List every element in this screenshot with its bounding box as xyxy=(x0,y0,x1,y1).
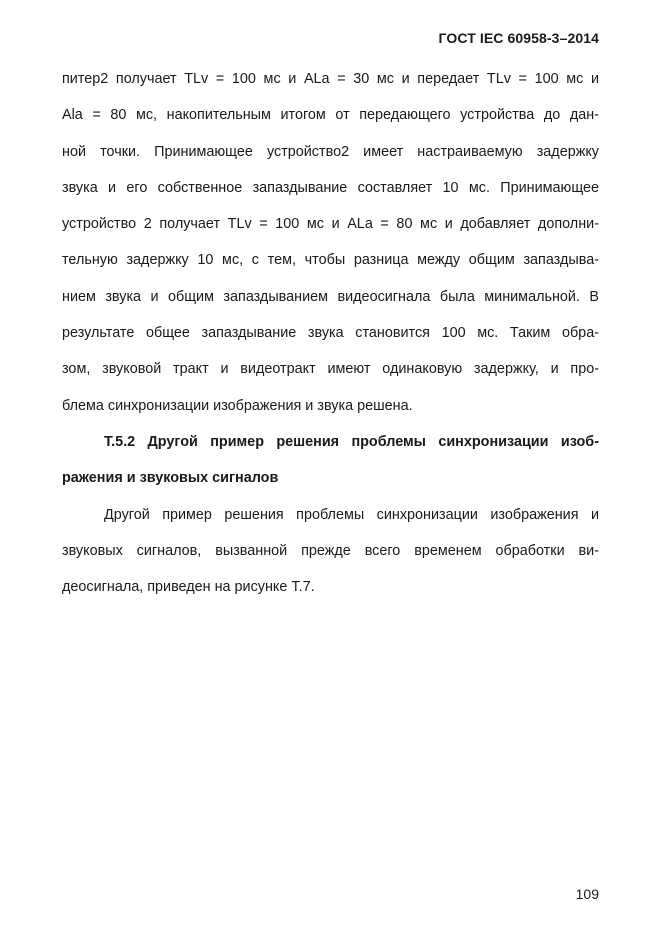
text-line: ной точки. Принимающее устройство2 имеет настраиваемую задержку xyxy=(62,143,599,160)
text-line: Другой пример решения проблемы синхронизации изображения и xyxy=(104,506,599,523)
text-line: звуковых сигналов, вызванной прежде всего временем обработки ви- xyxy=(62,542,599,559)
running-header-doc-id: ГОСТ IEC 60958-3–2014 xyxy=(438,30,599,46)
text-line: нием звука и общим запаздыванием видеосигнала была минимальной. В xyxy=(62,288,599,305)
text-line: зом, звуковой тракт и видеотракт имеют одинаковую задержку, и про- xyxy=(62,361,599,378)
text-line: Ala = 80 мс, накопительным итогом от передающего устройства до дан- xyxy=(62,107,599,124)
text-line: блема синхронизации изображения и звука решена. xyxy=(62,397,413,414)
text-line: результате общее запаздывание звука становится 100 мс. Таким обра- xyxy=(62,325,599,342)
text-line: звука и его собственное запаздывание составляет 10 мс. Принимающее xyxy=(62,179,599,196)
text-line: питер2 получает TLv = 100 мс и ALa = 30 мс и передает TLv = 100 мс и xyxy=(62,71,599,87)
text-line: деосигнала, приведен на рисунке Т.7. xyxy=(62,579,315,596)
paragraph-1 xyxy=(62,61,599,424)
page-content xyxy=(62,61,599,605)
section-heading-line: ражения и звуковых сигналов xyxy=(62,470,279,487)
text-line: тельную задержку 10 мс, с тем, чтобы разница между общим запаздыва- xyxy=(62,252,599,269)
section-heading xyxy=(62,424,599,497)
text-line: устройство 2 получает TLv = 100 мс и ALa = 80 мс и добавляет дополни- xyxy=(62,216,599,233)
section-heading-line: Т.5.2 Другой пример решения проблемы синхронизации изоб- xyxy=(104,433,599,450)
page-number: 109 xyxy=(575,886,599,902)
paragraph-2 xyxy=(62,497,599,606)
